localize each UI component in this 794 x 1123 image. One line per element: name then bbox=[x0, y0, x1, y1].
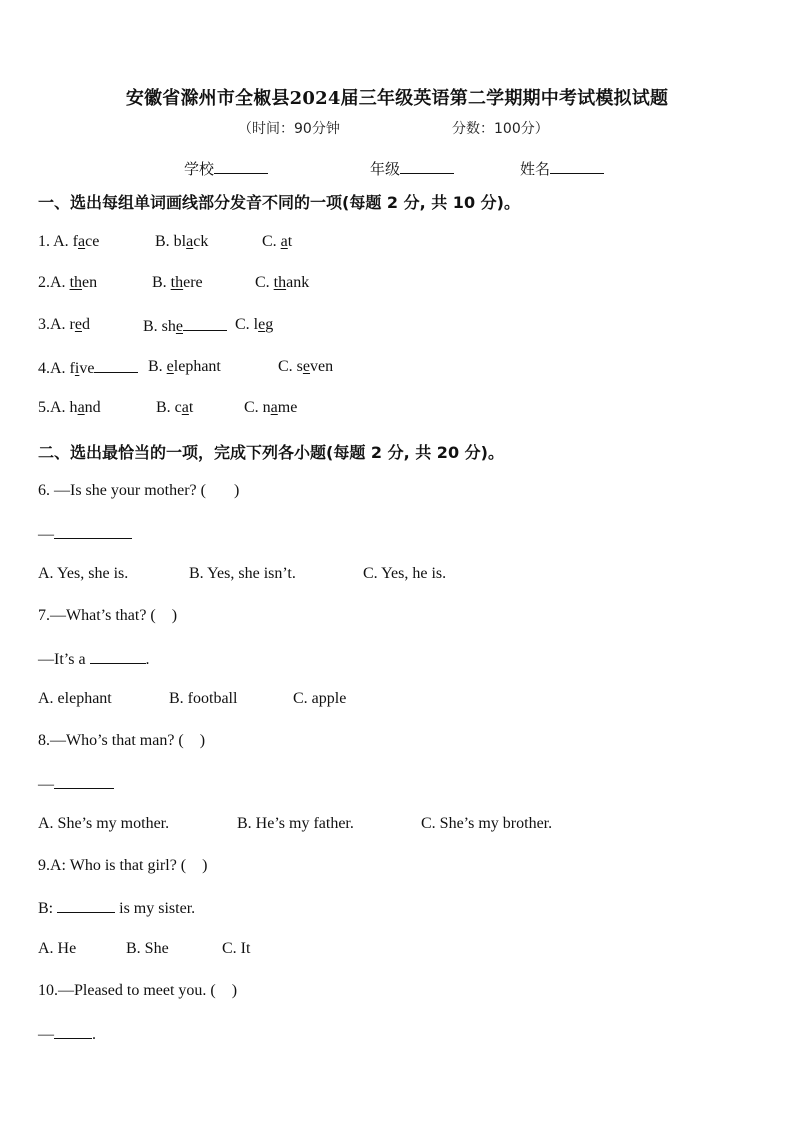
option-c: C. Yes, he is. bbox=[363, 565, 447, 582]
option-b: B. Yes, she isn’t. bbox=[189, 565, 296, 582]
option-a: A. He bbox=[38, 940, 77, 957]
option-c: C. She’s my brother. bbox=[421, 815, 553, 832]
option-a: A. elephant bbox=[38, 690, 112, 707]
answer-blank bbox=[54, 1024, 92, 1039]
question-8-stem: 8.—Who’s that man? ( ) bbox=[38, 732, 206, 749]
question-7-stem: 7.—What’s that? ( ) bbox=[38, 607, 178, 624]
name-label: 姓名 bbox=[520, 160, 551, 178]
question-8-answer: — bbox=[38, 774, 114, 794]
name-blank bbox=[550, 159, 604, 174]
option-b: B. He’s my father. bbox=[237, 815, 354, 832]
exam-page: 安徽省滁州市全椒县2024届三年级英语第二学期期中考试模拟试题 （时间：90分钟 分数：100分） 学校 年级 姓名 一、选出每组单词画线部分发音不同的一项(每题 2 分, 共 10 分)。 1. A. face B. black C. at 2.A. then B. there C. thank 3.A. red B. she C. leg 4.A. five B. elephant C. seven 5.A. hand B. cat C. name 二、选出最恰当的一项，完成下列各小题(每题 2 分, 共 20 分)。 6. —Is she your mother? ( ) — A. Yes, she is. B. Yes, she isn’t. C. Yes, he is. 7.—What’s that? ( ) —It’s a . A. elephant B. football C. apple 8.—Who’s that man? ( ) — A. She’s my mother. B. He’s my father. C. She’s my brother. 9.A: Who is that girl? ( ) B: is my sister. A. He B. She C. It 10.—Pleased to meet you. ( ) — . bbox=[0, 0, 794, 1123]
option-c: C. apple bbox=[293, 690, 347, 707]
answer-blank bbox=[57, 898, 115, 913]
exam-title: 安徽省滁州市全椒县2024届三年级英语第二学期期中考试模拟试题 bbox=[125, 88, 669, 109]
question-10-stem: 10.—Pleased to meet you. ( ) bbox=[38, 982, 238, 999]
grade-field bbox=[370, 158, 454, 179]
school-blank bbox=[214, 159, 268, 174]
grade-blank bbox=[400, 159, 454, 174]
question-9-answer: B: is my sister. bbox=[38, 900, 196, 917]
grade-label: 年级 bbox=[370, 160, 401, 178]
question-6-stem: 6. —Is she your mother? ( ) bbox=[38, 482, 240, 499]
question-7-answer: —It’s a . bbox=[38, 651, 150, 668]
question-9-stem: 9.A: Who is that girl? ( ) bbox=[38, 857, 208, 874]
question-10-answer: — . bbox=[38, 1026, 96, 1043]
school-label: 学校 bbox=[184, 160, 215, 178]
option-c: C. It bbox=[222, 940, 251, 957]
answer-blank bbox=[90, 649, 146, 664]
answer-blank bbox=[54, 774, 114, 789]
option-b: B. She bbox=[126, 940, 169, 957]
option-a: A. Yes, she is. bbox=[38, 565, 129, 582]
school-field bbox=[184, 158, 268, 179]
section2-heading: 二、选出最恰当的一项，完成下列各小题(每题 2 分, 共 20 分)。 bbox=[38, 443, 504, 462]
option-a: A. She’s my mother. bbox=[38, 815, 170, 832]
answer-blank bbox=[54, 524, 132, 539]
section1-heading: 一、选出每组单词画线部分发音不同的一项(每题 2 分, 共 10 分)。 bbox=[38, 193, 520, 212]
question-6-answer: — bbox=[38, 524, 132, 544]
exam-time: （时间：90分钟 bbox=[238, 121, 340, 137]
exam-score: 分数：100分） bbox=[452, 121, 549, 137]
option-b: B. football bbox=[169, 690, 238, 707]
name-field bbox=[520, 158, 604, 179]
